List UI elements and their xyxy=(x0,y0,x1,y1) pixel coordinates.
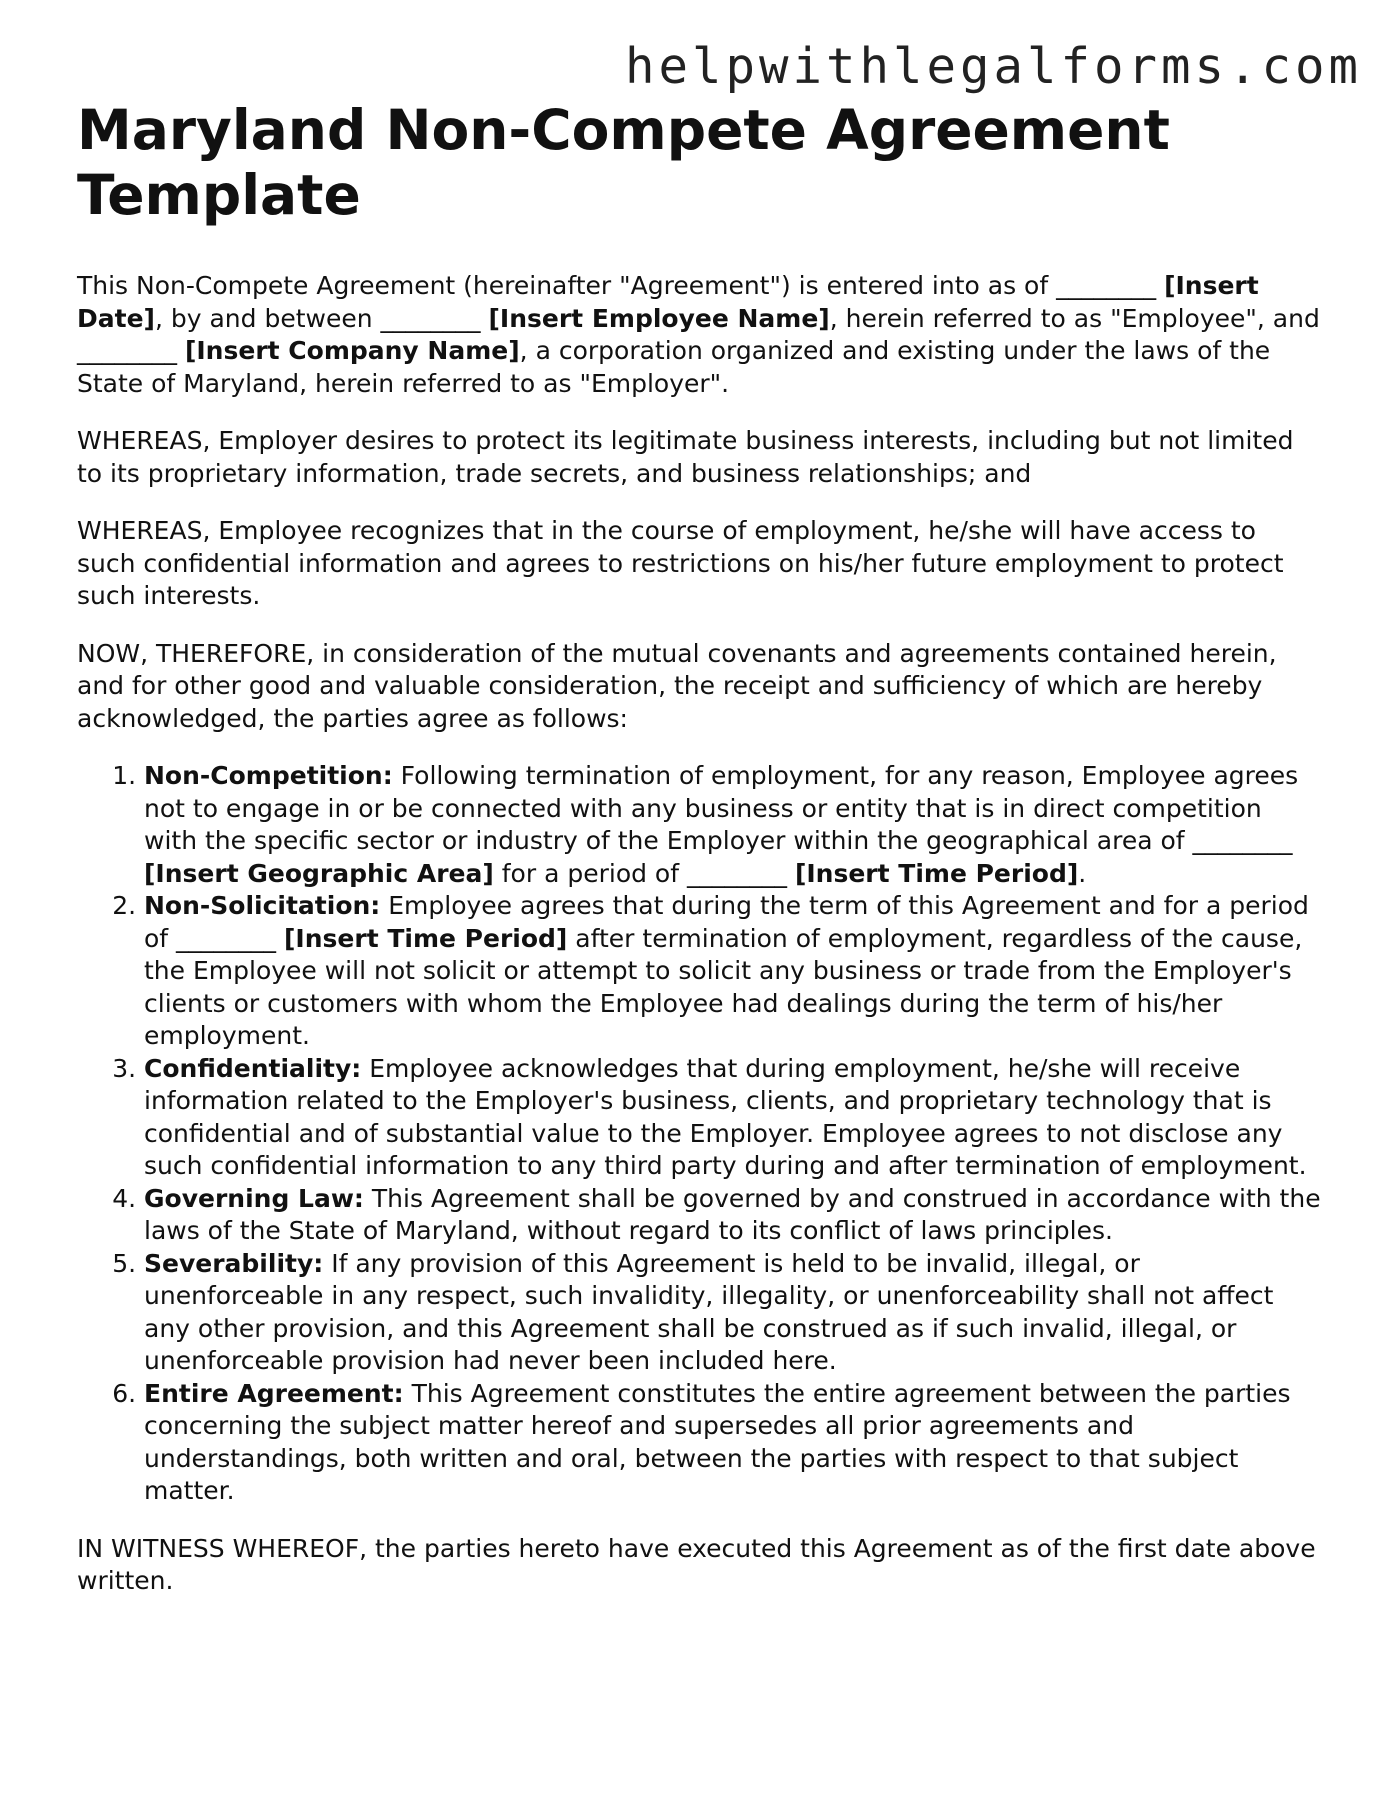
clause-entire-agreement xyxy=(144,1378,1322,1508)
clause-text: Employee acknowledges that during employment, he/she will receive information related to the Employer's business, clients, and proprietary technology that is confidential and of substantial value to the Employer. Employee agrees to not disclose any such confidential information to any third party during and after termination of employment. xyxy=(144,1053,1307,1180)
site-watermark: helpwithlegalforms.com xyxy=(624,38,1362,95)
clause-heading: Severability: xyxy=(144,1248,324,1278)
time-period-placeholder: [Insert Time Period] xyxy=(794,858,1079,888)
company-blank: ________ xyxy=(77,336,177,365)
now-therefore-paragraph: NOW, THEREFORE, in consideration of the mutual covenants and agreements contained herein, and for other good and valuable consideration, the receipt and sufficiency of which are hereby acknowledged, the parties agree as follows: xyxy=(77,638,1277,733)
clause-non-solicitation xyxy=(144,890,1322,1053)
page-title: Maryland Non-Compete Agreement Template xyxy=(77,98,1170,227)
clause-heading: Governing Law: xyxy=(144,1183,364,1213)
clause-confidentiality xyxy=(144,1053,1322,1183)
clause-text: Following termination of employment, for any reason, Employee agrees not to engage in or be connected with any business or entity that is in direct competition with the specific sector or industry of the Employer within the geographical area of xyxy=(144,761,1299,855)
clause-heading: Non-Competition: xyxy=(144,761,393,790)
employee-placeholder: [Insert Employee Name] xyxy=(488,303,830,333)
clause-severability xyxy=(144,1248,1322,1378)
intro-paragraph xyxy=(77,270,1322,400)
clause-text: Employee agrees that during the term of this Agreement and for a period of xyxy=(144,891,1309,953)
intro-text-2: , by and between xyxy=(154,303,381,333)
clause-text: for a period of xyxy=(493,858,687,888)
date-blank: ________ xyxy=(1056,271,1157,300)
employee-blank: ________ xyxy=(380,303,481,333)
company-placeholder: [Insert Company Name] xyxy=(184,336,520,365)
clause-governing-law xyxy=(144,1183,1322,1248)
clause-text: If any provision of this Agreement is held to be invalid, illegal, or unenforceable in any respect, such invalidity, illegality, or unenforceability shall not affect any other provision, and this Agreement shall be construed as if such invalid, illegal, or unenforceable provision had never been included here. xyxy=(144,1248,1274,1375)
time-period-placeholder: [Insert Time Period] xyxy=(284,923,568,953)
clause-heading: Non-Solicitation: xyxy=(144,891,381,920)
document-page xyxy=(77,98,1322,1623)
witness-paragraph: IN WITNESS WHEREOF, the parties hereto have executed this Agreement as of the first date above written. xyxy=(77,1533,1316,1595)
clause-text: . xyxy=(1078,858,1087,888)
intro-text-1: This Non-Compete Agreement (hereinafter "Agreement") is entered into as of xyxy=(77,271,1057,300)
time-period-blank: ________ xyxy=(686,858,787,888)
clause-non-competition xyxy=(144,760,1322,890)
date-placeholder: [Insert Date] xyxy=(77,271,1259,333)
time-period-blank: ________ xyxy=(176,923,277,953)
clauses-list xyxy=(77,760,1322,1508)
geographic-area-blank: ________ xyxy=(1192,826,1293,855)
clause-heading: Entire Agreement: xyxy=(144,1378,404,1408)
whereas-paragraph-2: WHEREAS, Employee recognizes that in the course of employment, he/she will have access to such confidential information and agrees to restrictions on his/her future employment to protect such interests. xyxy=(77,516,1284,610)
intro-text-3: , herein referred to as "Employee", and xyxy=(829,303,1320,333)
clause-heading: Confidentiality: xyxy=(144,1053,362,1083)
whereas-paragraph-1: WHEREAS, Employer desires to protect its legitimate business interests, including but not limited to its proprietary information, trade secrets, and business relationships; and xyxy=(77,426,1294,488)
clause-text: This Agreement shall be governed by and construed in accordance with the laws of the State of Maryland, without regard to its conflict of laws principles. xyxy=(144,1183,1321,1245)
clause-text: This Agreement constitutes the entire agreement between the parties concerning the subject matter hereof and supersedes all prior agreements and understandings, both written and oral, between the parties with respect to that subject matter. xyxy=(144,1378,1291,1505)
geographic-area-placeholder: [Insert Geographic Area] xyxy=(144,858,494,888)
intro-text-4: , a corporation organized and existing under the laws of the State of Maryland, herein referred to as "Employer". xyxy=(77,336,1271,398)
clause-text: after termination of employment, regardless of the cause, the Employee will not solicit or attempt to solicit any business or trade from the Employer's clients or customers with whom the Employee had dealings during the term of his/her employment. xyxy=(144,923,1303,1050)
